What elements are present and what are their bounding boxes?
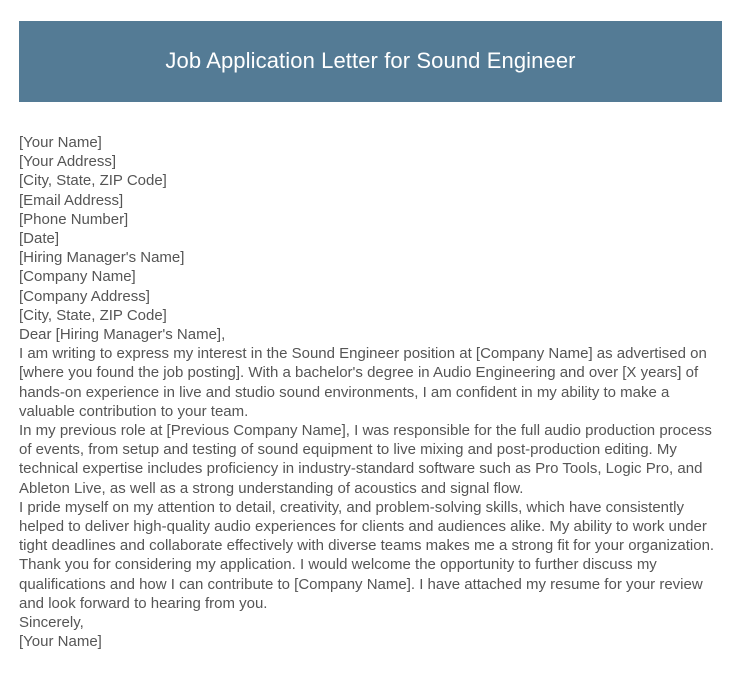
body-paragraph-experience: In my previous role at [Previous Company Name], I was responsible for the full audio production process of events, from setup and testing of sound equipment to live mixing and post-production editing. My technical expertise includes proficiency in industry-standard software such as Pro Tools, Logic Pro, and Ableton Live, as well as a strong understanding of acoustics and signal flow. <box>19 422 712 497</box>
body-paragraph-intro: I am writing to express my interest in the Sound Engineer position at [Company Name] as advertised on [where you found the job posting]. With a bachelor's degree in Audio Engineering and over [X years] of hands-on experience in live and studio sound environments, I am confident in my ability to make a valuable contribution to your team. <box>19 345 707 420</box>
sender-line-name: [Your Name] <box>19 134 102 151</box>
salutation: Dear [Hiring Manager's Name], <box>19 326 226 344</box>
sender-line-city: [City, State, ZIP Code] <box>19 172 167 190</box>
recipient-line-city: [City, State, ZIP Code] <box>19 306 167 324</box>
valediction: Sincerely, <box>19 614 84 632</box>
sender-line-date: [Date] <box>19 230 60 248</box>
recipient-line-manager: [Hiring Manager's Name] <box>19 249 185 267</box>
letter-body <box>19 133 723 651</box>
sender-address-block <box>19 133 723 248</box>
sender-line-address: [Your Address] <box>19 153 117 171</box>
signature-block <box>19 613 723 651</box>
recipient-address-block <box>19 248 723 325</box>
body-paragraph-skills: I pride myself on my attention to detail, creativity, and problem-solving skills, which have consistently helped to deliver high-quality audio experiences for clients and audiences alike. My ability to work under tight deadlines and collaborate effectively with diverse teams makes me a strong fit for your organization. <box>19 498 715 555</box>
recipient-line-address: [Company Address] <box>19 287 150 305</box>
page-title: Job Application Letter for Sound Engineer <box>165 48 576 74</box>
body-paragraph-closing: Thank you for considering my application. I would welcome the opportunity to further discuss my qualifications and how I can contribute to [Company Name]. I have attached my resume for your review and look forward to hearing from you. <box>19 556 703 612</box>
letter-header-banner <box>19 21 722 102</box>
sender-line-email: [Email Address] <box>19 191 124 209</box>
signature-name: [Your Name] <box>19 633 102 651</box>
recipient-line-company: [Company Name] <box>19 268 136 286</box>
sender-line-phone: [Phone Number] <box>19 210 129 228</box>
